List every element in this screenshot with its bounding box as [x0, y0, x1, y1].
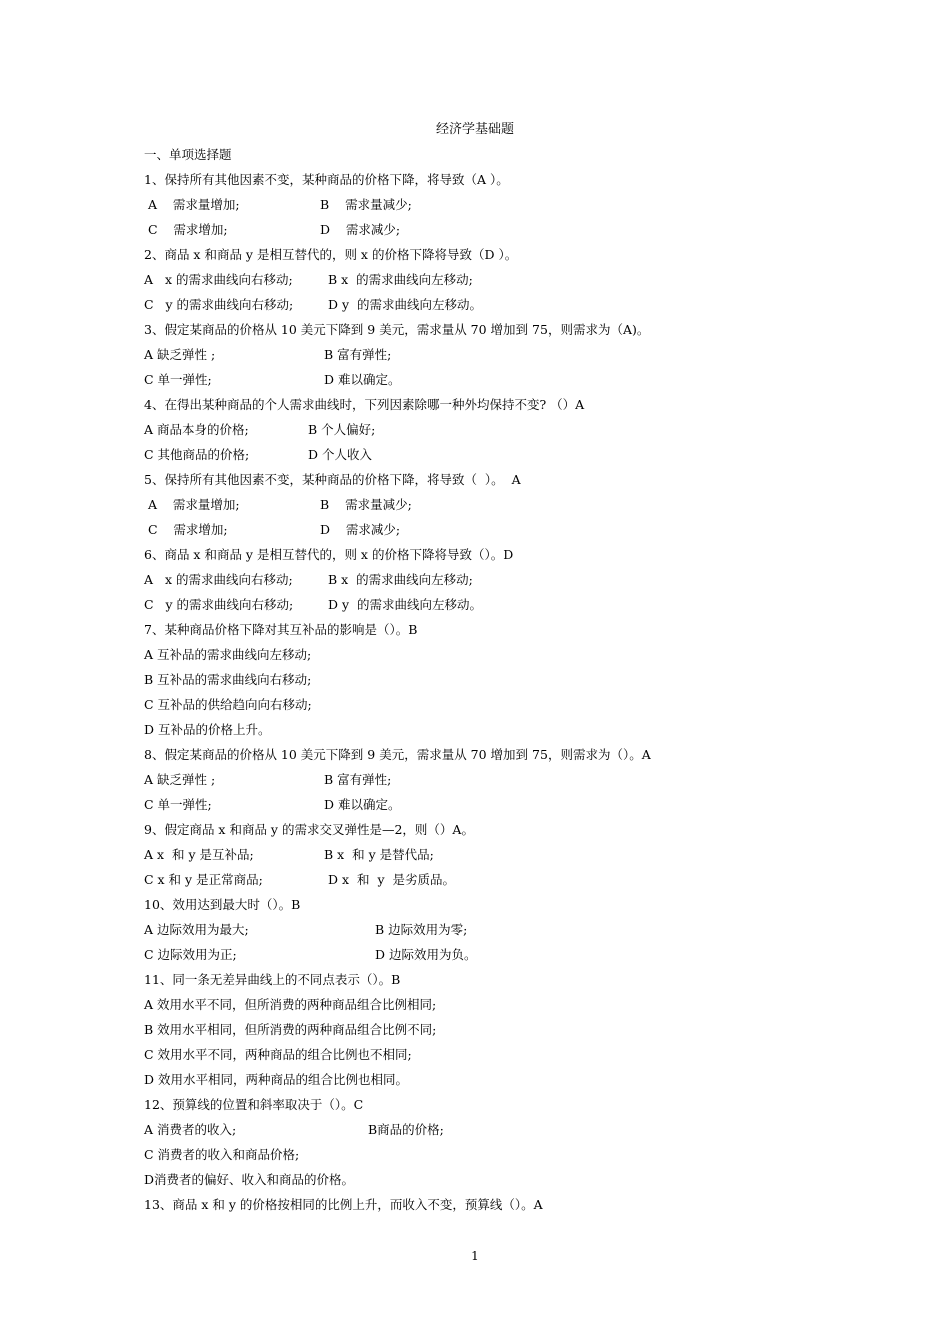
text-line: 10、效用达到最大时（）。B	[144, 897, 301, 912]
option-right: B 需求量减少;	[320, 197, 412, 212]
option-left: A x 的需求曲线向右移动;	[144, 572, 293, 587]
option-left: A 需求量增加;	[144, 197, 240, 212]
text-line: C 效用水平不同，两种商品的组合比例也不相同;	[144, 1047, 412, 1062]
text-line	[144, 445, 844, 470]
option-left: C x 和 y 是正常商品;	[144, 872, 263, 887]
text-line: D 互补品的价格上升。	[144, 722, 271, 737]
text-line: 7、某种商品价格下降对其互补品的影响是（）。B	[144, 622, 418, 637]
option-right: B x 的需求曲线向左移动;	[328, 572, 473, 587]
option-left: A 缺乏弹性 ;	[144, 772, 216, 787]
text-line: 1、保持所有其他因素不变，某种商品的价格下降，将导致（A ）。	[144, 172, 509, 187]
text-line: A 效用水平不同，但所消费的两种商品组合比例相同;	[144, 997, 437, 1012]
text-line	[144, 220, 844, 245]
option-left: C 需求增加;	[144, 522, 228, 537]
text-line: 5、保持所有其他因素不变，某种商品的价格下降，将导致（ ）。 A	[144, 472, 521, 487]
text-line	[144, 1120, 844, 1145]
page-number: 1	[471, 1249, 479, 1263]
option-right: B 边际效用为零;	[375, 922, 468, 937]
option-right: B 需求量减少;	[320, 497, 412, 512]
option-right: D 需求减少;	[320, 522, 401, 537]
text-line	[144, 495, 844, 520]
text-line: B 互补品的需求曲线向右移动;	[144, 672, 312, 687]
option-left: A 缺乏弹性 ;	[144, 347, 216, 362]
option-left: C 需求增加;	[144, 222, 228, 237]
text-line	[144, 520, 844, 545]
option-right: D x 和 y 是劣质品。	[328, 872, 455, 887]
option-left: A 商品本身的价格;	[144, 422, 249, 437]
option-right: B 富有弹性;	[324, 347, 392, 362]
text-line: 6、商品 x 和商品 y 是相互替代的，则 x 的价格下降将导致（）。D	[144, 547, 514, 562]
text-line	[144, 870, 844, 895]
text-line: A 互补品的需求曲线向左移动;	[144, 647, 312, 662]
option-left: C 其他商品的价格;	[144, 447, 250, 462]
text-line	[144, 770, 844, 795]
option-right: B x 和 y 是替代品;	[324, 847, 434, 862]
option-right: B 个人偏好;	[308, 422, 376, 437]
text-line	[144, 845, 844, 870]
text-line: C 互补品的供给趋向向右移动;	[144, 697, 312, 712]
text-line: D 效用水平相同，两种商品的组合比例也相同。	[144, 1072, 408, 1087]
text-line	[144, 295, 844, 320]
option-right: D 个人收入	[308, 447, 372, 462]
text-line: 12、预算线的位置和斜率取决于（）。C	[144, 1097, 364, 1112]
option-right: D 难以确定。	[324, 797, 401, 812]
text-line	[144, 920, 844, 945]
text-line: 9、假定商品 x 和商品 y 的需求交叉弹性是—2，则（）A。	[144, 822, 474, 837]
text-line	[144, 420, 844, 445]
text-line: 13、商品 x 和 y 的价格按相同的比例上升，而收入不变，预算线（）。A	[144, 1197, 543, 1212]
text-line: 8、假定某商品的价格从 10 美元下降到 9 美元，需求量从 70 增加到 75，则需求为（）。A	[144, 747, 651, 762]
option-right: D 需求减少;	[320, 222, 401, 237]
text-line: 4、在得出某种商品的个人需求曲线时，下列因素除哪一种外均保持不变? （）A	[144, 397, 585, 412]
option-left: A x 和 y 是互补品;	[144, 847, 254, 862]
text-line	[144, 345, 844, 370]
option-right: D 难以确定。	[324, 372, 401, 387]
text-line: B 效用水平相同，但所消费的两种商品组合比例不同;	[144, 1022, 437, 1037]
option-left: A 消费者的收入;	[144, 1122, 237, 1137]
document-title: 经济学基础题	[435, 122, 514, 137]
option-left: A 边际效用为最大;	[144, 922, 249, 937]
option-right: D y 的需求曲线向左移动。	[328, 597, 483, 612]
text-line	[144, 195, 844, 220]
option-right: D 边际效用为负。	[375, 947, 477, 962]
option-left: C 边际效用为正;	[144, 947, 237, 962]
option-left: A x 的需求曲线向右移动;	[144, 272, 293, 287]
text-line: D消费者的偏好、收入和商品的价格。	[144, 1172, 355, 1187]
option-right: B x 的需求曲线向左移动;	[328, 272, 473, 287]
text-line	[144, 370, 844, 395]
text-line	[144, 795, 844, 820]
text-line: 一、单项选择题	[144, 147, 232, 162]
option-left: A 需求量增加;	[144, 497, 240, 512]
text-line	[144, 595, 844, 620]
text-line	[144, 270, 844, 295]
text-line: 11、同一条无差异曲线上的不同点表示（）。B	[144, 972, 401, 987]
option-left: C 单一弹性;	[144, 797, 212, 812]
option-right: D y 的需求曲线向左移动。	[328, 297, 483, 312]
option-left: C 单一弹性;	[144, 372, 212, 387]
text-line	[144, 945, 844, 970]
text-line	[144, 570, 844, 595]
text-line: 2、商品 x 和商品 y 是相互替代的，则 x 的价格下降将导致（D ）。	[144, 247, 518, 262]
option-right: B 富有弹性;	[324, 772, 392, 787]
question-list	[144, 145, 844, 1220]
option-left: C y 的需求曲线向右移动;	[144, 297, 294, 312]
option-left: C y 的需求曲线向右移动;	[144, 597, 294, 612]
option-right: B商品的价格;	[368, 1122, 444, 1137]
text-line: C 消费者的收入和商品价格;	[144, 1147, 300, 1162]
text-line: 3、假定某商品的价格从 10 美元下降到 9 美元，需求量从 70 增加到 75，则需求为（A)。	[144, 322, 650, 337]
